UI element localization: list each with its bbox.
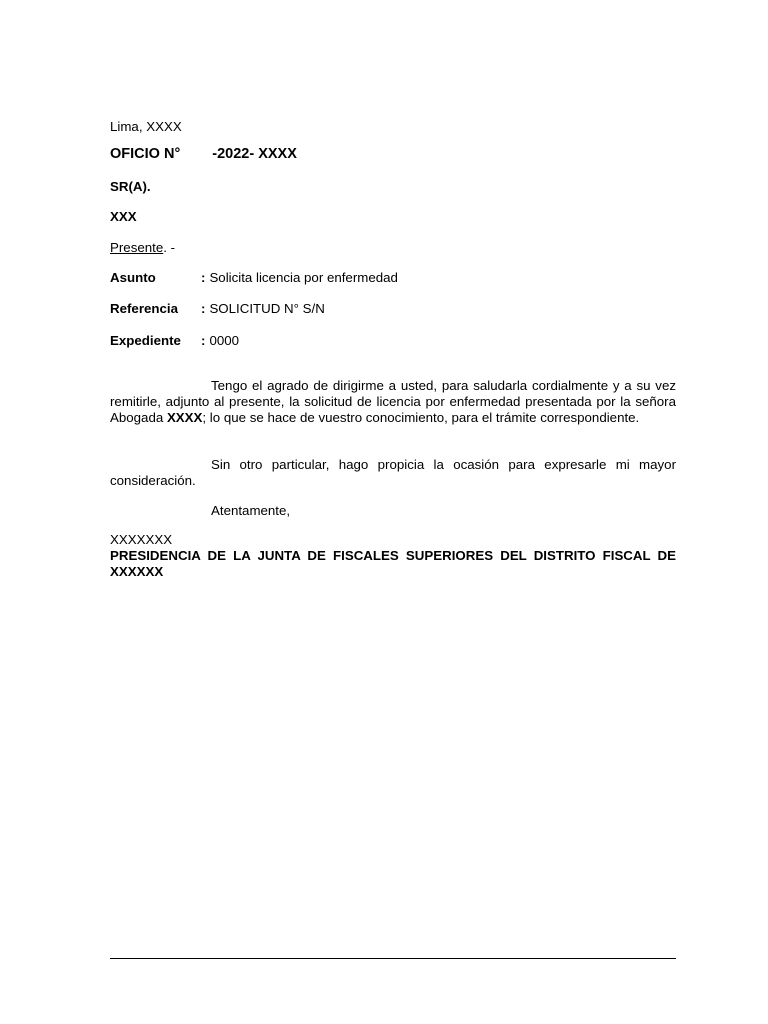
body-paragraph-1 (110, 378, 676, 426)
paragraph2-text: Sin otro particular, hago propicia la ocasión para expresarle mi mayor consideración. (110, 457, 676, 488)
referencia-value: SOLICITUD N° S/N (209, 301, 325, 316)
referencia-colon: : (201, 301, 206, 316)
city-date: Lima, XXXX (110, 119, 182, 134)
referencia-label: Referencia (110, 301, 178, 316)
footer-divider (110, 958, 676, 959)
asunto-label: Asunto (110, 270, 156, 285)
oficio-heading (110, 146, 297, 162)
body-paragraph-2 (110, 457, 676, 489)
closing-phrase: Atentamente, (211, 503, 291, 518)
paragraph1-text-b: ; lo que se hace de vuestro conocimiento, para el trámite correspondiente. (202, 410, 640, 425)
expediente-value: 0000 (209, 333, 240, 348)
asunto-row (110, 270, 398, 285)
paragraph1-text-a: Tengo el agrado de dirigirme a usted, para saludarla cordialmente y a su vez remitirle, adjunto al presente, la solicitud de licencia por enfermedad presentada por la señora Abogada (110, 378, 676, 425)
presente-line (110, 240, 175, 255)
salutation-title: SR(A). (110, 179, 151, 194)
expediente-row (110, 333, 239, 348)
asunto-value: Solicita licencia por enfermedad (209, 270, 398, 285)
paragraph1-bold-name: XXXX (166, 410, 203, 425)
institution-name: PRESIDENCIA DE LA JUNTA DE FISCALES SUPERIORES DEL DISTRITO FISCAL DE XXXXXX (110, 548, 676, 579)
asunto-colon: : (201, 270, 206, 285)
presente-suffix: . - (163, 240, 176, 255)
expediente-colon: : (201, 333, 206, 348)
oficio-label: OFICIO N° (110, 146, 181, 162)
expediente-label: Expediente (110, 333, 181, 348)
referencia-row (110, 301, 325, 316)
recipient-name: XXX (110, 209, 137, 224)
signer-name: XXXXXXX (110, 532, 173, 547)
presente-word: Presente (110, 240, 164, 255)
oficio-number: -2022- XXXX (212, 146, 297, 162)
